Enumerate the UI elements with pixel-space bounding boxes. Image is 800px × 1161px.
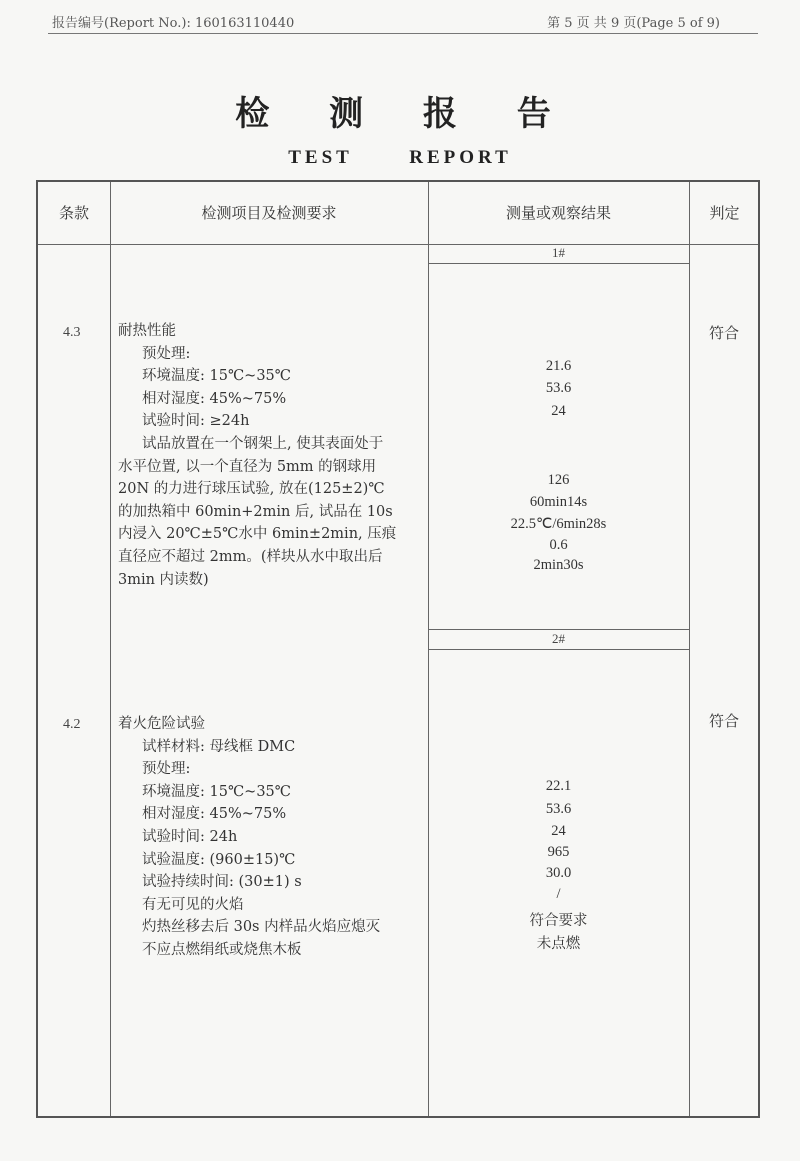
result-value: 21.6 (545, 358, 572, 374)
page-indicator: 第 5 页 共 9 页(Page 5 of 9) (547, 16, 720, 31)
column-header-requirements: 检测项目及检测要求 (201, 204, 337, 222)
requirement-line: 预处理: (142, 345, 191, 362)
result-value: 30.0 (545, 865, 572, 881)
requirement-line: 有无可见的火焰 (142, 896, 244, 913)
header-divider (48, 33, 758, 34)
requirement-line: 相对湿度: 45%~75% (142, 806, 287, 823)
requirement-line: 耐热性能 (118, 323, 176, 339)
report-number-label: 报告编号(Report No.): (52, 16, 191, 31)
column-divider (110, 182, 111, 1116)
test-table (36, 180, 760, 1118)
clause-number-1: 4.3 (63, 325, 81, 340)
result-value: / (556, 886, 561, 902)
result-value: 53.6 (545, 801, 572, 817)
requirement-line: 灼热丝移去后 30s 内样品火焰应熄灭 (142, 919, 381, 936)
verdict-2: 符合 (709, 712, 740, 730)
requirement-line: 的加热箱中 60min+2min 后, 试品在 10s (118, 503, 393, 520)
requirement-line: 着火危险试验 (118, 716, 205, 732)
result-value: 未点燃 (536, 936, 581, 952)
column-divider (689, 182, 690, 1116)
requirement-line: 环境温度: 15℃~35℃ (142, 368, 291, 385)
result-value: 53.6 (545, 380, 572, 396)
requirement-line: 试品放置在一个钢架上, 使其表面处于 (142, 435, 384, 452)
sample-label-1: 1# (552, 245, 565, 260)
result-value: 22.5℃/6min28s (510, 516, 607, 532)
requirement-line: 相对湿度: 45%~75% (142, 390, 287, 407)
result-value: 2min30s (533, 557, 584, 573)
result-value: 126 (547, 472, 570, 488)
requirement-line: 试验温度: (960±15)℃ (142, 851, 296, 868)
result-value: 24 (551, 823, 566, 839)
requirement-line: 直径应不超过 2mm。(样块从水中取出后 (118, 548, 383, 565)
column-header-clause: 条款 (58, 204, 89, 222)
clause-number-2: 4.2 (63, 717, 81, 732)
result-value: 24 (551, 403, 566, 419)
requirement-line: 预处理: (142, 761, 191, 778)
requirement-line: 试验持续时间: (30±1) s (142, 874, 302, 891)
title-chinese: 检 测 报 告 (235, 94, 575, 134)
sample-label-2: 2# (552, 631, 565, 646)
column-header-verdict: 判定 (709, 204, 740, 222)
verdict-1: 符合 (709, 324, 740, 342)
result-value: 965 (547, 844, 570, 860)
result-value: 22.1 (545, 778, 572, 794)
requirement-line: 20N 的力进行球压试验, 放在(125±2)℃ (118, 481, 385, 498)
requirement-line: 不应点燃绢纸或烧焦木板 (142, 941, 302, 958)
column-header-results: 测量或观察结果 (505, 204, 611, 222)
requirement-line: 内浸入 20℃±5℃水中 6min±2min, 压痕 (118, 526, 397, 543)
requirements-list-1 (118, 320, 396, 591)
requirement-line: 试验时间: ≥24h (142, 413, 250, 430)
title-english: TEST REPORT (288, 147, 512, 168)
requirement-line: 环境温度: 15℃~35℃ (142, 783, 291, 800)
report-number (52, 12, 294, 31)
requirements-list-2 (118, 713, 380, 962)
result-value: 0.6 (549, 537, 568, 553)
requirement-line: 试验时间: 24h (142, 828, 238, 845)
results-list-2 (428, 182, 689, 1120)
requirement-line: 3min 内读数) (118, 571, 209, 588)
requirement-line: 水平位置, 以一个直径为 5mm 的钢球用 (118, 458, 377, 475)
requirement-line: 试样材料: 母线框 DMC (142, 738, 296, 755)
report-number-value: 160163110440 (194, 16, 295, 31)
result-value: 符合要求 (529, 913, 588, 929)
result-value: 60min14s (529, 494, 588, 510)
